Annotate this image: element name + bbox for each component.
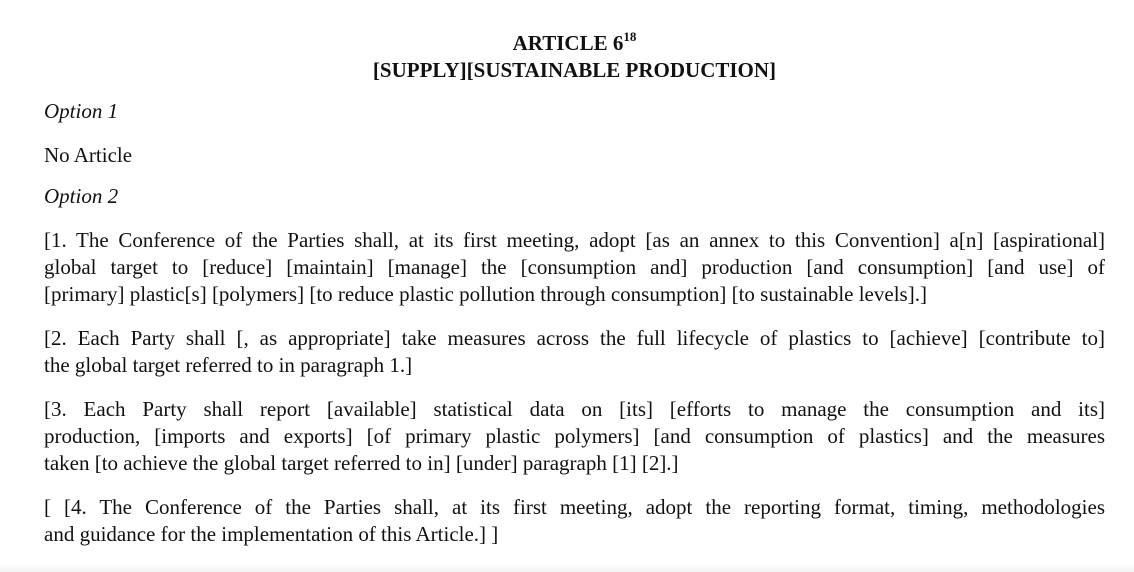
option-1-label: Option 1	[44, 99, 119, 123]
article-subtitle: [SUPPLY][SUSTAINABLE PRODUCTION]	[372, 58, 777, 82]
paragraph-line: [2. Each Party shall [, as appropriate] take measures across the full lifecycle of plastics to [achieve] [contribute to]	[44, 326, 1105, 350]
paragraph-1	[44, 227, 1105, 308]
paragraph-line: [3. Each Party shall report [available] statistical data on [its] [efforts to manage the consumption and its]	[44, 397, 1105, 421]
article-title: ARTICLE 6	[512, 31, 624, 55]
paragraph-line: and guidance for the implementation of this Article.] ]	[44, 522, 499, 546]
paragraph-3	[44, 396, 1105, 477]
paragraph-2	[44, 325, 1105, 379]
option-1-text: No Article	[44, 143, 133, 167]
article-heading	[44, 30, 1105, 57]
footnote-reference[interactable]: 18	[623, 29, 637, 44]
document-page	[44, 30, 1105, 548]
page-bottom-shadow	[0, 564, 1134, 572]
paragraph-line: taken [to achieve the global target referred to in] [under] paragraph [1] [2].]	[44, 451, 679, 475]
paragraph-line: [primary] plastic[s] [polymers] [to reduce plastic pollution through consumption] [to sustainable levels].]	[44, 282, 927, 306]
paragraph-line: global target to [reduce] [maintain] [manage] the [consumption and] production [and consumption] [and use] of	[44, 255, 1105, 279]
paragraph-line: production, [imports and exports] [of primary plastic polymers] [and consumption of plastics] and the measures	[44, 424, 1105, 448]
paragraph-line: the global target referred to in paragraph 1.]	[44, 353, 413, 377]
paragraph-4	[44, 494, 1105, 548]
paragraph-line: [1. The Conference of the Parties shall, at its first meeting, adopt [as an annex to this Convention] a[n] [aspirational]	[44, 228, 1105, 252]
option-2-label: Option 2	[44, 184, 119, 208]
paragraph-line: [ [4. The Conference of the Parties shall, at its first meeting, adopt the reporting format, timing, methodologies	[44, 495, 1105, 519]
